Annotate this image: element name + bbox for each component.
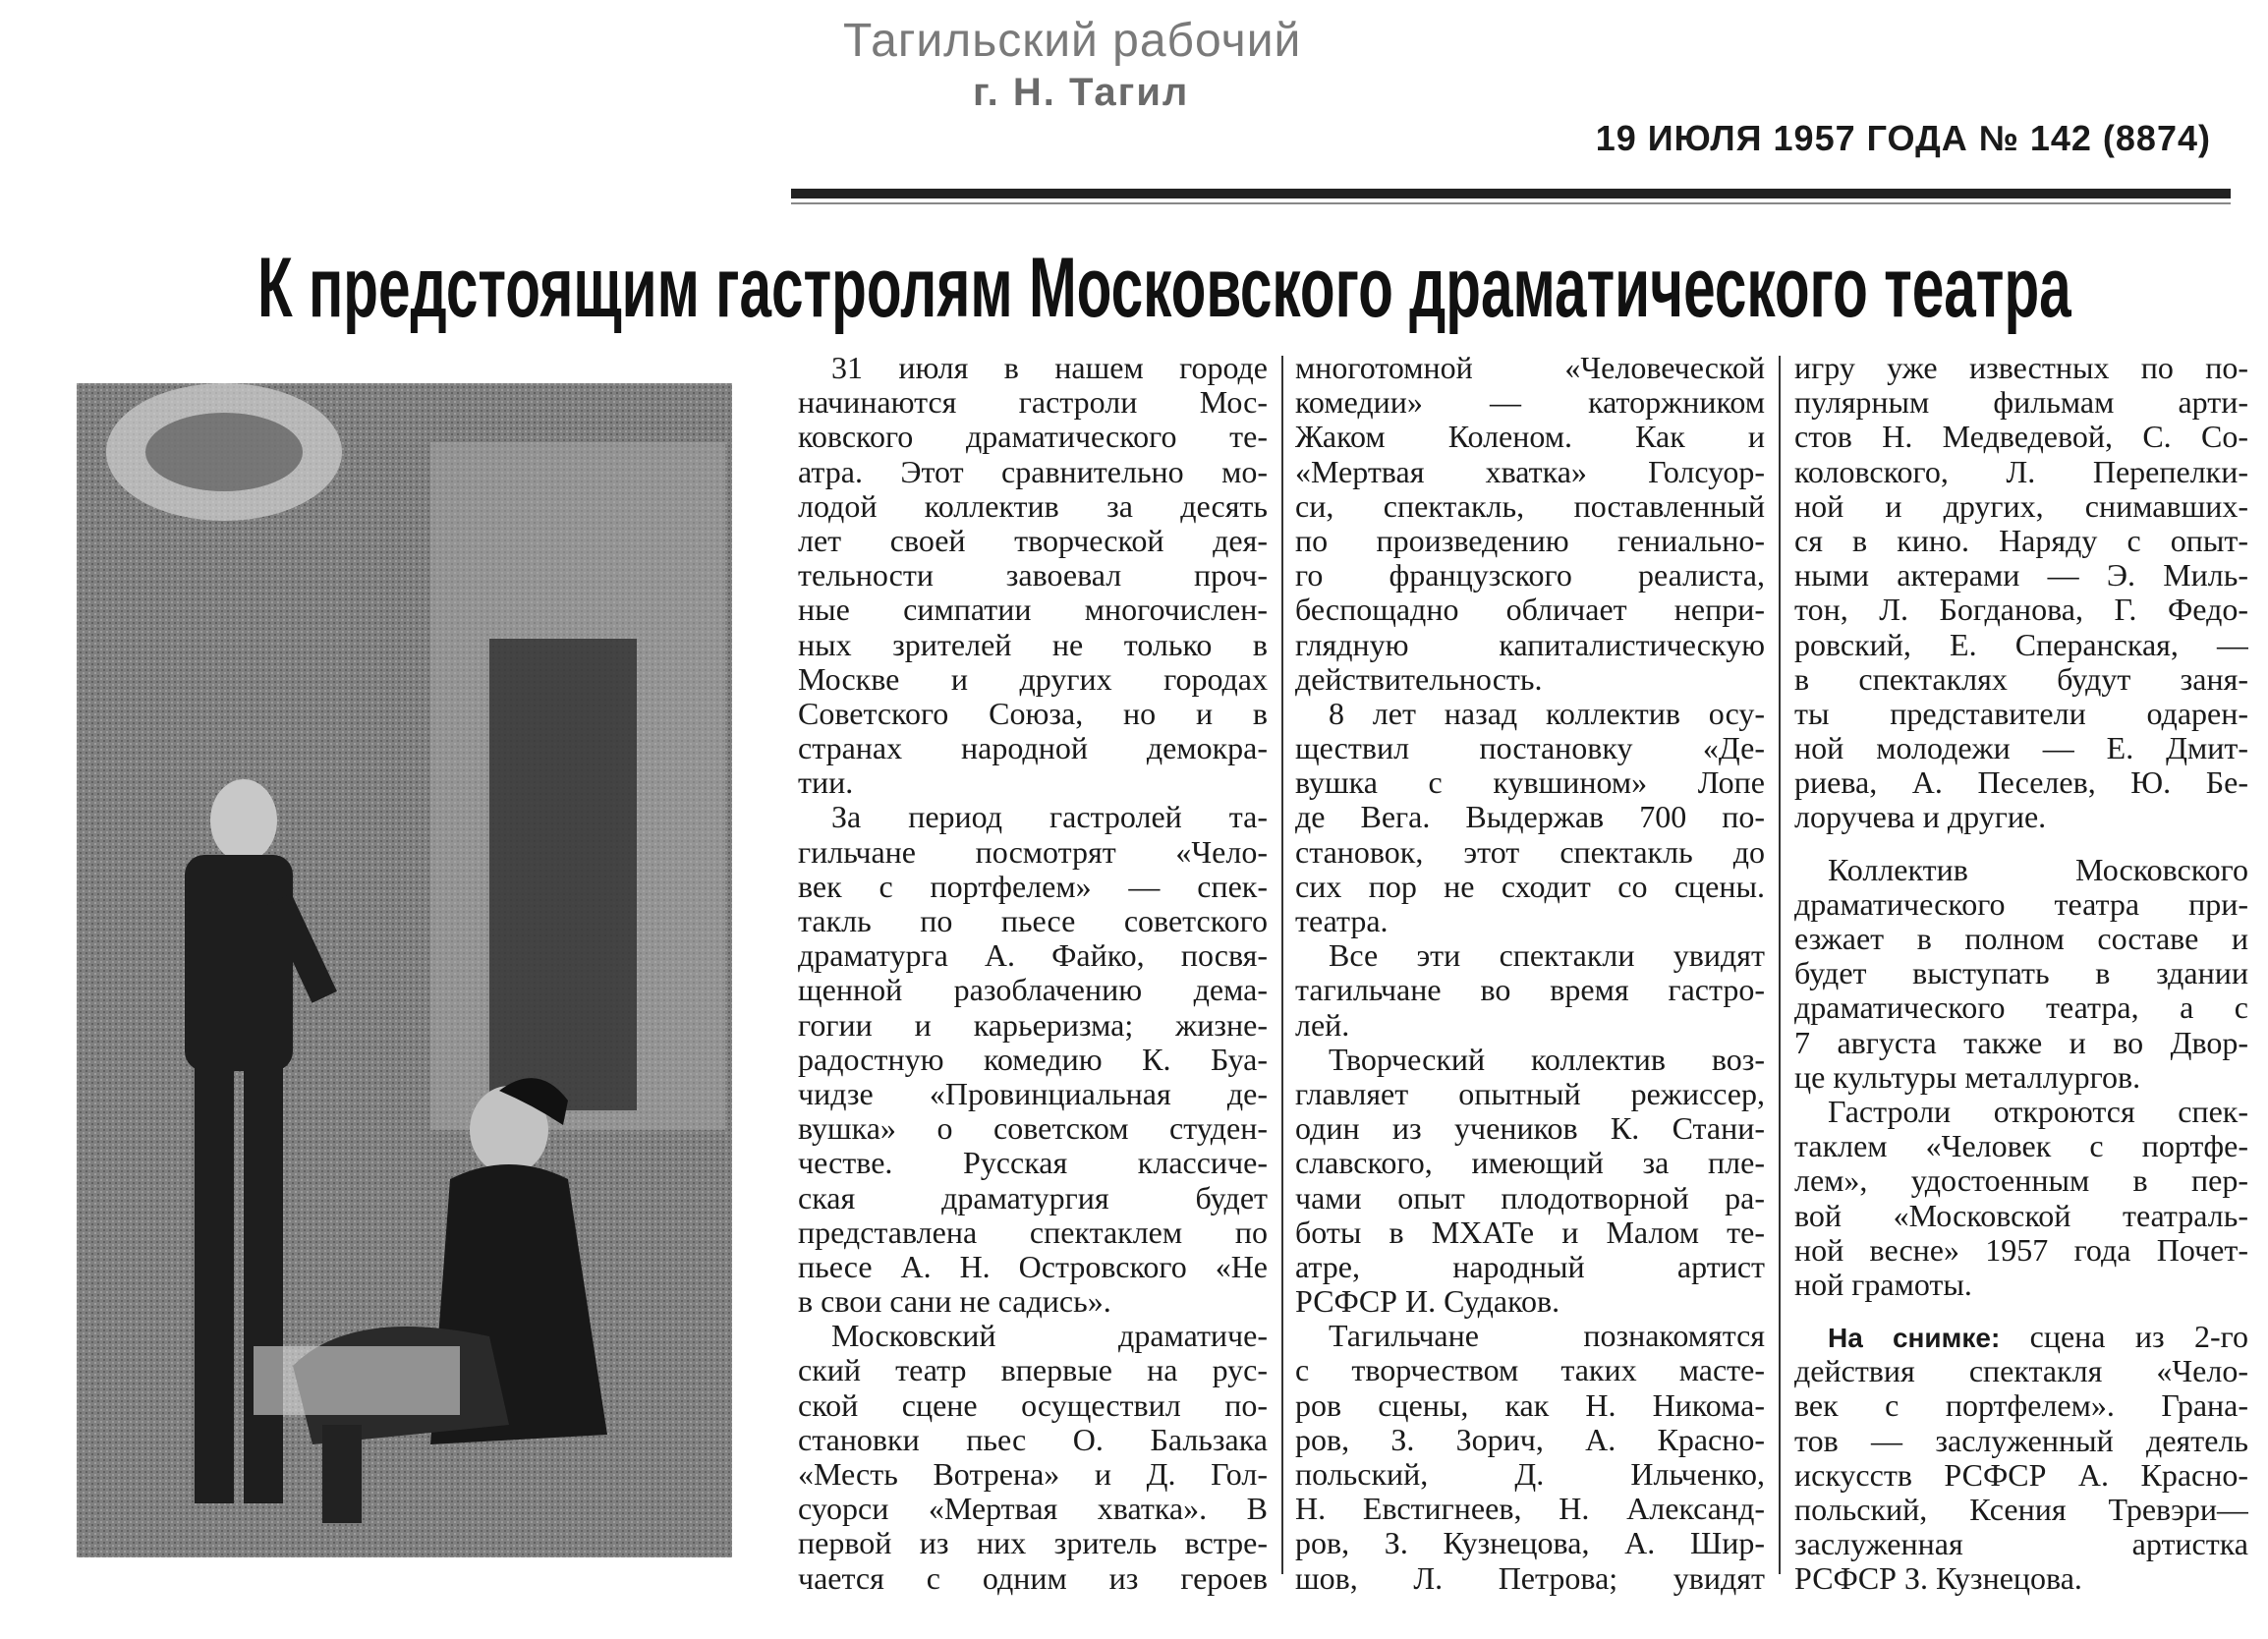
text-line: комедии» — каторжником (1295, 385, 1765, 421)
article-paragraph (798, 800, 1268, 1319)
article-paragraph (1295, 351, 1765, 697)
text-line: ществил постановку «Де- (1295, 731, 1765, 766)
text-line: сих пор не сходит со сцены. (1295, 869, 1765, 904)
text-line: тагильчане во время гастро- (1295, 973, 1765, 1008)
text-line: лодой коллектив за десять (798, 488, 1268, 524)
article-column-3 (1794, 351, 2248, 1597)
text-line: риева, А. Песелев, Ю. Бе- (1794, 765, 2248, 801)
caption-label: На снимке: (1828, 1323, 2001, 1354)
text-line: начинаются гастроли Мос- (798, 385, 1268, 421)
text-line: ной молодежи — Е. Дмит- (1794, 731, 2248, 766)
text-line: ский театр впервые на рус- (798, 1353, 1268, 1388)
header-rule (791, 189, 2231, 198)
text-line: странах народной демокра- (798, 731, 1268, 766)
text-line: ров сцены, как Н. Никома- (1295, 1387, 1765, 1423)
text-line: вушка с кувшином» Лопе (1295, 765, 1765, 801)
article-paragraph (1295, 1319, 1765, 1596)
text-line: «Месть Вотрена» и Д. Гол- (798, 1457, 1268, 1492)
text-line: це культуры металлургов. (1794, 1059, 2141, 1095)
text-line: езжает в полном составе и (1794, 922, 2248, 956)
text-line: лет своей творческой дея- (798, 523, 1268, 558)
caption-line: действия спектакля «Чело- (1794, 1354, 2248, 1389)
text-line: представлена спектаклем по (798, 1215, 1268, 1250)
text-line: Коллектив Московского (1828, 852, 2248, 887)
text-line: 7 августа также и во Двор- (1794, 1025, 2248, 1060)
caption-line (1794, 1320, 2248, 1354)
text-line: честве. Русская классиче- (798, 1146, 1268, 1181)
text-line: чается с одним из героев (798, 1560, 1268, 1596)
article-paragraph (798, 1319, 1268, 1596)
issue-dateline: 19 ИЮЛЯ 1957 ГОДА № 142 (8874) (1595, 118, 2211, 158)
text-line: Жаком Коленом. Как и (1295, 420, 1765, 455)
text-line: ровский, Е. Сперанская, — (1794, 627, 2248, 662)
text-line: действительность. (1295, 661, 1543, 697)
text-line: в спектаклях будут заня- (1794, 661, 2248, 697)
text-line: ными актерами — Э. Миль- (1794, 558, 2248, 593)
text-line: 8 лет назад коллектив осу- (1329, 696, 1765, 731)
caption-lines (1794, 1354, 2248, 1596)
caption-line: век с портфелем». Грана- (1794, 1388, 2248, 1424)
text-line: ных зрителей не только в (798, 627, 1268, 662)
text-line: игру уже известных по по- (1794, 351, 2248, 385)
text-line: ров, З. Зорич, А. Красно- (1295, 1422, 1765, 1457)
text-line: ской сцене осуществил по- (798, 1387, 1268, 1423)
text-line: ные симпатии многочислен- (798, 593, 1268, 628)
text-line: ковского драматического те- (798, 420, 1268, 455)
text-line: таклем «Человек с портфе- (1794, 1129, 2248, 1164)
text-line: Гастроли откроются спек- (1828, 1094, 2248, 1129)
article-column-2 (1295, 351, 1765, 1596)
text-line: Советского Союза, но и в (798, 696, 1268, 731)
text-line: РСФСР И. Судаков. (1295, 1284, 1560, 1320)
text-line: театра. (1295, 904, 1389, 938)
text-line: век с портфелем» — спек- (798, 869, 1268, 904)
text-line: чидзе «Провинциальная де- (798, 1076, 1268, 1111)
column-divider (1281, 356, 1283, 1574)
text-line: польский, Д. Ильченко, (1295, 1457, 1765, 1492)
text-line: чами опыт плодотворной ра- (1295, 1180, 1765, 1215)
text-line: пьесе А. Н. Островского «Не (798, 1249, 1268, 1284)
caption-line: польский, Ксения Тревэри— (1794, 1493, 2248, 1527)
text-line: Все эти спектакли увидят (1329, 938, 1765, 974)
article-paragraph (1794, 351, 2248, 835)
text-line: атре, народный артист (1295, 1249, 1765, 1284)
text-line: славского, имеющий за пле- (1295, 1146, 1765, 1181)
text-line: «Мертвая хватка» Голсуор- (1295, 454, 1765, 489)
text-line: по произведению гениально- (1295, 523, 1765, 558)
text-line: суорси «Мертвая хватка». В (798, 1492, 1268, 1527)
caption-line: тов — заслуженный деятель (1794, 1423, 2248, 1458)
text-line: глядную капиталистическую (1295, 627, 1765, 662)
text-line: ская драматургия будет (798, 1180, 1268, 1215)
text-line: Московский драматиче- (831, 1319, 1268, 1354)
text-line: ной грамоты. (1794, 1267, 1972, 1302)
article-headline: К предстоящим гастролям Московского драматического театра (257, 241, 2071, 335)
article-paragraph (1295, 938, 1765, 1043)
photo-caption (1794, 1320, 2248, 1597)
text-line: ся в кино. Наряду с опыт- (1794, 523, 2248, 558)
text-line: становки пьес О. Бальзака (798, 1422, 1268, 1457)
text-line: пулярным фильмам арти- (1794, 385, 2248, 421)
column-divider (1779, 356, 1781, 1574)
text-line: с творчеством таких масте- (1295, 1353, 1765, 1388)
text-line: такль по пьесе советского (798, 904, 1268, 938)
text-line: де Вега. Выдержав 700 по- (1295, 800, 1765, 835)
text-line: лем», удостоенным в пер- (1794, 1163, 2248, 1199)
text-line: гильчане посмотрят «Чело- (798, 834, 1268, 870)
caption-text: сцена из 2-го (2000, 1320, 2248, 1355)
text-line: атра. Этот сравнительно мо- (798, 454, 1268, 489)
newspaper-stamp-city: г. Н. Тагил (973, 71, 1190, 114)
text-line: Москве и других городах (798, 661, 1268, 697)
text-line: коловского, Л. Перепелки- (1794, 454, 2248, 489)
article-paragraph (1295, 1043, 1765, 1320)
caption-line: заслуженная артистка (1794, 1527, 2248, 1562)
newspaper-stamp-title: Тагильский рабочий (843, 15, 1302, 67)
article-paragraph (1794, 853, 2248, 1095)
text-line: тии. (798, 765, 854, 801)
text-line: драматического театра, а с (1794, 990, 2248, 1026)
text-line: ров, З. Кузнецова, А. Шир- (1295, 1526, 1765, 1561)
caption-line: РСФСР З. Кузнецова. (1794, 1561, 2082, 1597)
column-3-paragraphs (1794, 351, 2248, 1320)
article-paragraph (1794, 1095, 2248, 1302)
article-photo (77, 383, 732, 1557)
caption-line: искусств РСФСР А. Красно- (1794, 1457, 2248, 1493)
text-line: будет выступать в здании (1794, 956, 2248, 991)
text-line: драматического театра при- (1794, 886, 2248, 922)
text-line: лей. (1295, 1007, 1350, 1043)
header-rule-thin (791, 202, 2231, 204)
paragraph-gap (1794, 1302, 2248, 1320)
text-line: ной и других, снимавших- (1794, 488, 2248, 524)
text-line: радостную комедию К. Буа- (798, 1042, 1268, 1077)
text-line: один из учеников К. Стани- (1295, 1111, 1765, 1147)
text-line: За период гастролей та- (831, 800, 1268, 835)
text-line: тон, Л. Богданова, Г. Федо- (1794, 593, 2248, 628)
text-line: первой из них зритель встре- (798, 1526, 1268, 1561)
paragraph-gap (1794, 835, 2248, 853)
text-line: тельности завоевал проч- (798, 558, 1268, 593)
text-line: Тагильчане познакомятся (1329, 1319, 1765, 1354)
text-line: в свои сани не садись». (798, 1284, 1111, 1320)
text-line: становок, этот спектакль до (1295, 834, 1765, 870)
text-line: вушка» о советском студен- (798, 1111, 1268, 1147)
article-column-1 (798, 351, 1268, 1596)
article-paragraph (1295, 697, 1765, 938)
text-line: многотомной «Человеческой (1295, 351, 1765, 385)
text-line: го французского реалиста, (1295, 558, 1765, 593)
text-line: лоручева и другие. (1794, 800, 2047, 835)
text-line: драматурга А. Файко, посвя- (798, 938, 1268, 974)
text-line: ты представители одарен- (1794, 696, 2248, 731)
text-line: шов, Л. Петрова; увидят (1295, 1560, 1765, 1596)
text-line: си, спектакль, поставленный (1295, 488, 1765, 524)
text-line: Творческий коллектив воз- (1329, 1042, 1765, 1077)
text-line: беспощадно обличает непри- (1295, 593, 1765, 628)
text-line: боты в МХАТе и Малом те- (1295, 1215, 1765, 1250)
text-line: 31 июля в нашем городе (831, 351, 1268, 385)
text-line: стов Н. Медведевой, С. Со- (1794, 420, 2248, 455)
text-line: ной весне» 1957 года Почет- (1794, 1232, 2248, 1268)
article-paragraph (798, 351, 1268, 800)
text-line: щенной разоблачению дема- (798, 973, 1268, 1008)
stage-scene-photo (77, 383, 732, 1557)
text-line: Н. Евстигнеев, Н. Александ- (1295, 1492, 1765, 1527)
text-line: гогии и карьеризма; жизне- (798, 1007, 1268, 1043)
text-line: главляет опытный режиссер, (1295, 1076, 1765, 1111)
text-line: вой «Московской театраль- (1794, 1198, 2248, 1233)
